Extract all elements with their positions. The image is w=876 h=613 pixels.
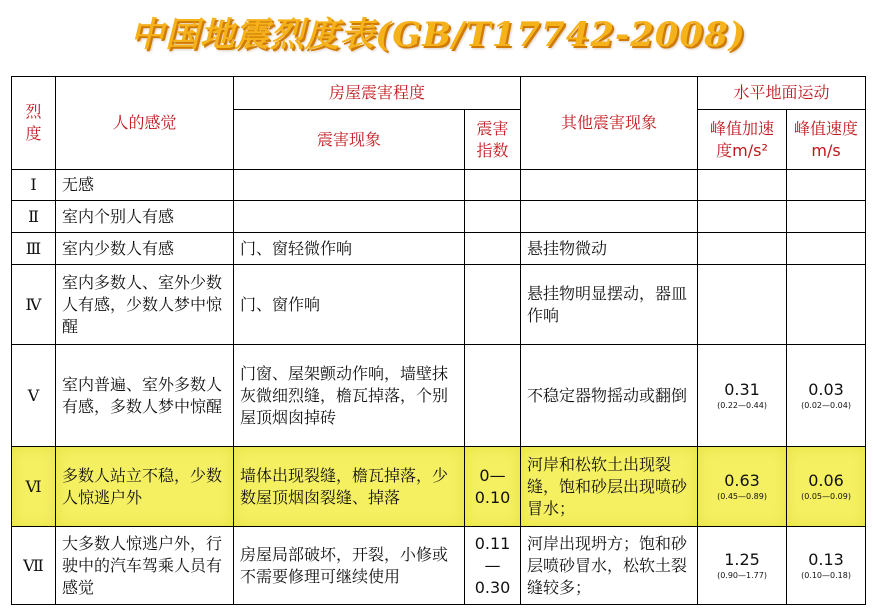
header-peak-acceleration: 峰值加速 度m/s² [698,110,787,170]
vel-cell [787,447,866,527]
table-row [12,345,866,447]
table-row [12,527,866,605]
feeling-cell: 室内多数人、室外少数人有感，少数人梦中惊醒 [56,265,234,345]
acc-cell [698,527,787,605]
feeling-cell: 大多数人惊逃户外，行驶中的汽车驾乘人员有感觉 [56,527,234,605]
damage-cell: 房屋局部破坏，开裂，小修或不需要修理可继续使用 [234,527,465,605]
header-intensity: 烈 度 [12,77,56,170]
acc-cell [698,447,787,527]
other-cell: 河岸出现坍方；饱和砂层喷砂冒水，松软土裂缝较多； [521,527,698,605]
header-peak-velocity: 峰值速度 m/s [787,110,866,170]
header-damage-index: 震害 指数 [465,110,521,170]
vel-cell [787,527,866,605]
vel-range: (0.05—0.09) [801,491,851,501]
acc-range: (0.45—0.89) [717,491,767,501]
degree-cell: Ⅴ [12,345,56,447]
table-row [12,201,866,233]
feeling-cell: 无感 [56,170,234,201]
acc-range: (0.22—0.44) [717,400,767,410]
acc-range: (0.90—1.77) [717,570,767,580]
damage-cell: 门、窗作响 [234,265,465,345]
index-cell [465,345,521,447]
table-row-highlighted [12,447,866,527]
degree-cell: Ⅵ [12,447,56,527]
vel-range: (0.02—0.04) [801,400,851,410]
index-cell: 0.11—0.30 [465,527,521,605]
other-cell [521,201,698,233]
acc-cell [698,265,787,345]
table-row [12,265,866,345]
index-cell [465,170,521,201]
acc-cell [698,233,787,265]
feeling-cell: 室内少数人有感 [56,233,234,265]
degree-cell: Ⅱ [12,201,56,233]
header-damage-phenomenon: 震害现象 [234,110,465,170]
feeling-cell: 多数人站立不稳，少数人惊逃户外 [56,447,234,527]
damage-cell: 门窗、屋架颤动作响，墙壁抹灰微细烈缝，檐瓦掉落，个别屋顶烟囱掉砖 [234,345,465,447]
vel-cell [787,233,866,265]
page-title: 中国地震烈度表(GB/T17742-2008) [130,15,746,55]
other-cell: 不稳定器物摇动或翻倒 [521,345,698,447]
degree-cell: Ⅳ [12,265,56,345]
vel-cell [787,201,866,233]
vel-value: 0.13 [808,549,844,569]
header-row-1 [12,77,866,110]
other-cell: 河岸和松软土出现裂缝，饱和砂层出现喷砂冒水； [521,447,698,527]
header-other-phenomena: 其他震害现象 [521,77,698,170]
acc-value: 0.31 [724,379,760,399]
acc-value: 0.63 [724,470,760,490]
header-human-feeling: 人的感觉 [56,77,234,170]
degree-cell: Ⅰ [12,170,56,201]
degree-cell: Ⅶ [12,527,56,605]
other-cell: 悬挂物明显摆动，器皿作响 [521,265,698,345]
table-row [12,170,866,201]
index-cell [465,233,521,265]
feeling-cell: 室内个别人有感 [56,201,234,233]
table-row [12,233,866,265]
damage-cell: 门、窗轻微作响 [234,233,465,265]
index-cell: 0—0.10 [465,447,521,527]
vel-value: 0.06 [808,470,844,490]
damage-cell [234,201,465,233]
vel-cell [787,265,866,345]
vel-cell [787,170,866,201]
acc-cell [698,345,787,447]
other-cell: 悬挂物微动 [521,233,698,265]
vel-value: 0.03 [808,379,844,399]
acc-value: 1.25 [724,549,760,569]
vel-cell [787,345,866,447]
header-house-damage: 房屋震害程度 [234,77,521,110]
acc-cell [698,201,787,233]
intensity-table [11,76,866,605]
vel-range: (0.10—0.18) [801,570,851,580]
damage-cell: 墙体出现裂缝，檐瓦掉落，少数屋顶烟囱裂缝、掉落 [234,447,465,527]
acc-cell [698,170,787,201]
feeling-cell: 室内普遍、室外多数人有感，多数人梦中惊醒 [56,345,234,447]
index-cell [465,201,521,233]
header-ground-motion: 水平地面运动 [698,77,866,110]
other-cell [521,170,698,201]
index-cell [465,265,521,345]
damage-cell [234,170,465,201]
degree-cell: Ⅲ [12,233,56,265]
